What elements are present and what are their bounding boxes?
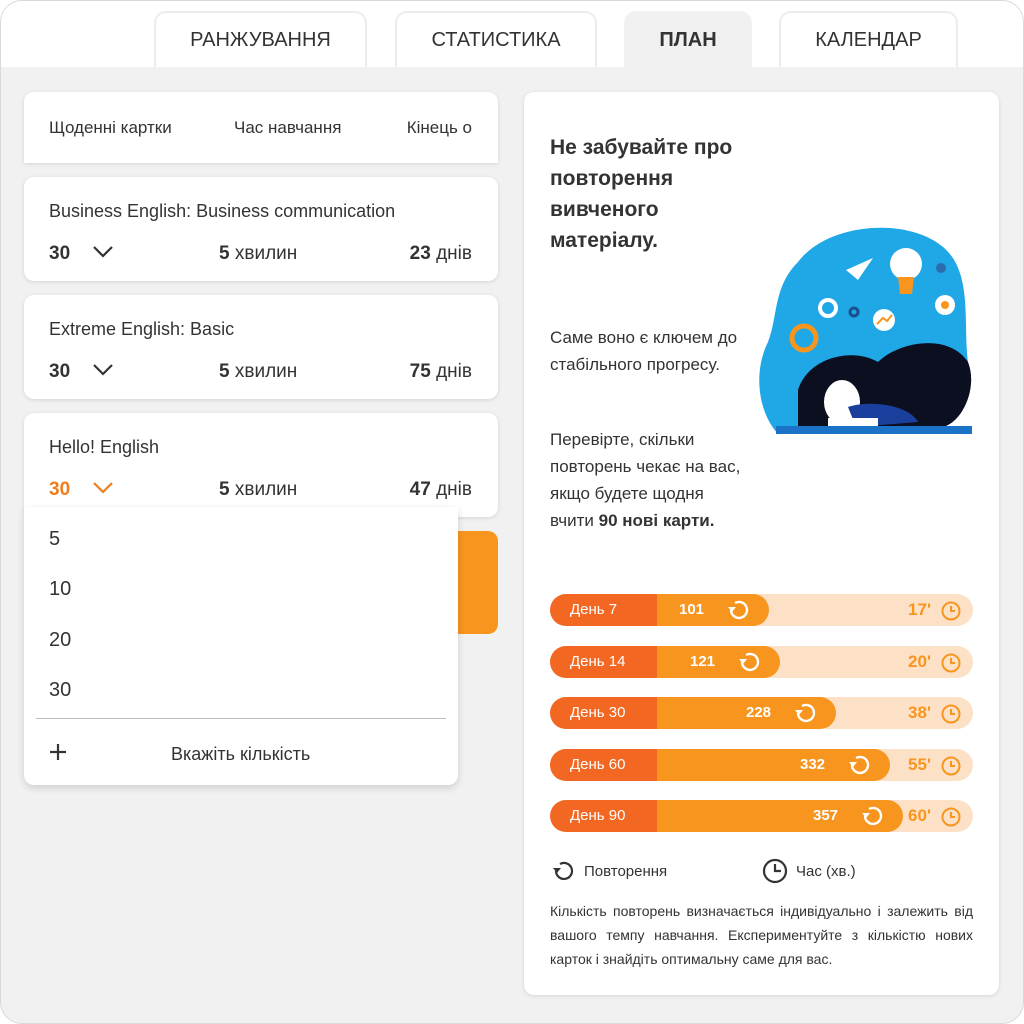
dropdown-option[interactable]: 30 — [49, 679, 72, 701]
course-title: Extreme English: Basic — [49, 319, 235, 339]
repeat-icon — [736, 649, 762, 675]
repeat-icon — [550, 858, 576, 884]
panel-text: Саме воно є ключем до стабільного прогресу. — [550, 328, 738, 374]
plus-icon[interactable] — [49, 743, 67, 761]
legend-repetitions — [550, 858, 667, 884]
days-unit: днів — [430, 361, 472, 382]
study-time-unit: хвилин — [229, 479, 298, 500]
daily-cards-select[interactable]: 30 — [49, 361, 71, 382]
panel-text — [550, 426, 750, 534]
study-time-value: 5 — [219, 361, 230, 382]
time-value: 38' — [908, 703, 931, 722]
daily-cards-select[interactable]: 30 — [49, 479, 71, 500]
repetitions-value: 101 — [679, 601, 705, 618]
clock-icon — [941, 807, 961, 827]
study-time — [219, 361, 297, 383]
study-time-value: 5 — [219, 243, 230, 264]
chevron-down-icon[interactable] — [92, 245, 114, 259]
chevron-down-icon[interactable] — [92, 481, 114, 495]
tab-calendar[interactable]: КАЛЕНДАР — [779, 11, 958, 67]
plan-row — [550, 697, 973, 729]
study-time — [219, 243, 297, 265]
days-value: 47 — [409, 479, 431, 500]
tab-bar — [1, 1, 1023, 67]
daily-cards-header: Щоденні картки — [49, 118, 172, 137]
panel-text-start: Перевірте, скільки повторень чекає на вас, якщо будете щодня вчити — [550, 430, 741, 530]
clock-icon — [762, 858, 788, 884]
course-title: Hello! English — [49, 437, 160, 457]
days-left — [410, 361, 472, 383]
plan-row — [550, 646, 973, 678]
tab-statistics[interactable]: СТАТИСТИКА — [395, 11, 597, 67]
time-value: 17' — [908, 600, 931, 619]
end-header: Кінець о — [406, 118, 472, 137]
repeat-icon — [792, 700, 818, 726]
repeat-icon — [725, 597, 751, 623]
days-value: 23 — [409, 243, 431, 264]
course-row — [24, 295, 498, 399]
legend-time-label: Час (хв.) — [796, 862, 856, 880]
clock-icon — [941, 704, 961, 724]
repetitions-value: 228 — [746, 704, 772, 721]
panel-title: Не забувайте про повторення вивченого матеріалу. — [550, 136, 733, 252]
plan-day-label: День 7 — [550, 594, 657, 626]
panel-text-bold: 90 нові карти. — [598, 511, 715, 530]
study-time-unit: хвилин — [229, 243, 298, 264]
plan-day-label: День 14 — [550, 646, 657, 678]
dropdown-divider — [36, 718, 446, 719]
repeat-icon — [859, 803, 885, 829]
custom-amount-option[interactable]: Вкажіть кількість — [171, 744, 311, 764]
time-value: 55' — [908, 755, 931, 774]
time-value: 60' — [908, 806, 931, 825]
days-left — [410, 479, 472, 501]
clock-icon — [941, 756, 961, 776]
plan-day-label: День 90 — [550, 800, 657, 832]
repetitions-value: 332 — [800, 756, 826, 773]
days-unit: днів — [430, 479, 472, 500]
footer-note: Кількість повторень визначається індивідуально і залежить від вашого темпу навчання. Експериментуйте з кількістю нових карток і знайдіть оптимальну саме для вас. — [550, 903, 973, 967]
days-value: 75 — [409, 361, 431, 382]
chevron-down-icon[interactable] — [92, 363, 114, 377]
legend-time — [762, 858, 856, 884]
dropdown-option[interactable]: 5 — [49, 528, 61, 550]
dropdown-option[interactable]: 10 — [49, 578, 72, 600]
repetition-plan-panel — [524, 92, 999, 995]
repetitions-value: 121 — [690, 653, 716, 670]
legend-repetitions-label: Повторення — [584, 862, 668, 880]
plan-table-header — [24, 92, 498, 163]
clock-icon — [941, 653, 961, 673]
daily-cards-select[interactable]: 30 — [49, 243, 71, 264]
course-title: Business English: Business communication — [49, 201, 396, 221]
plan-row — [550, 749, 973, 781]
days-left — [410, 243, 472, 265]
time-value: 20' — [908, 652, 931, 671]
repetitions-value: 357 — [813, 807, 839, 824]
clock-icon — [941, 601, 961, 621]
repetitions-bar-fill — [657, 594, 769, 626]
tab-ranking[interactable]: РАНЖУВАННЯ — [154, 11, 367, 67]
tab-plan[interactable]: ПЛАН — [624, 11, 752, 67]
plan-day-label: День 30 — [550, 697, 657, 729]
course-row — [24, 177, 498, 281]
course-row-active — [24, 413, 498, 517]
study-time — [219, 479, 297, 501]
plan-day-label: День 60 — [550, 749, 657, 781]
days-unit: днів — [430, 243, 472, 264]
plan-row — [550, 800, 973, 832]
daily-cards-dropdown — [24, 507, 458, 785]
studying-illustration — [758, 222, 976, 448]
study-time-value: 5 — [219, 479, 230, 500]
study-time-unit: хвилин — [229, 361, 298, 382]
repeat-icon — [846, 752, 872, 778]
plan-row — [550, 594, 973, 626]
dropdown-option[interactable]: 20 — [49, 629, 72, 651]
study-time-header: Час навчання — [234, 118, 342, 137]
